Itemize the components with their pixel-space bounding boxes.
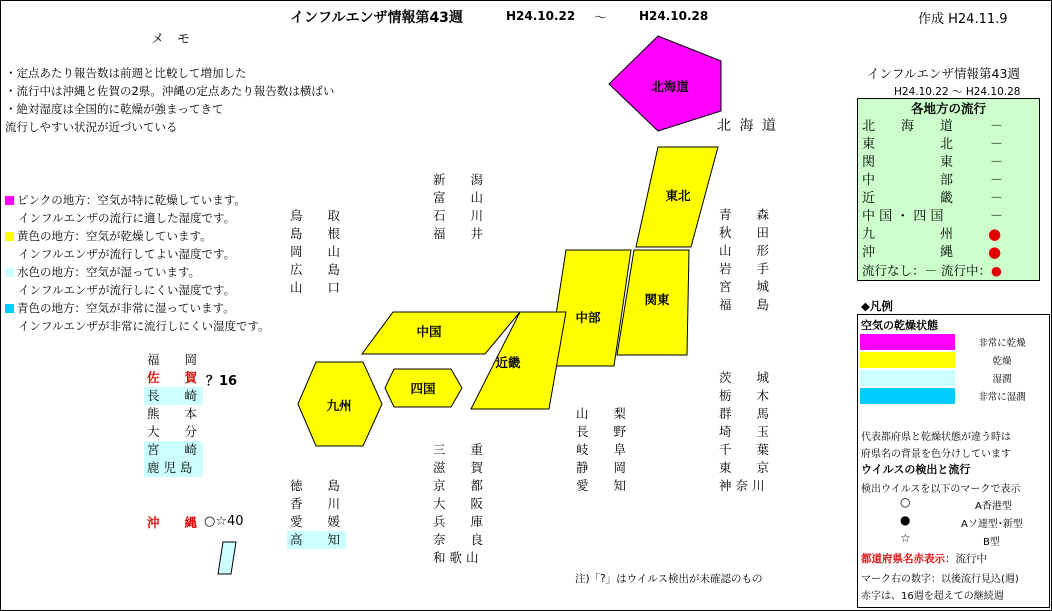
legend-label-humid: 湿潤 bbox=[992, 374, 1012, 385]
region-okinawa bbox=[218, 542, 236, 574]
pref-nara: 奈 良 bbox=[433, 532, 484, 547]
label-hokkaido: 北海道 bbox=[651, 79, 689, 94]
pref-ibaraki: 茨 城 bbox=[719, 370, 770, 385]
status-mark-chugoku-shikoku: － bbox=[990, 209, 1004, 224]
legend-swatch-dry bbox=[860, 352, 955, 368]
pref-ishikawa: 石 川 bbox=[433, 208, 484, 223]
date-start: H24.10.22 bbox=[506, 9, 576, 23]
pref-kagawa: 香 川 bbox=[290, 496, 341, 511]
pref-niigata: 新 潟 bbox=[433, 172, 484, 187]
label-tohoku: 東北 bbox=[665, 188, 691, 203]
legend-note-2: 府県名の背景を色分けしています bbox=[861, 449, 1011, 460]
pref-saitama: 埼 玉 bbox=[719, 424, 770, 439]
pref-shimane: 島 根 bbox=[290, 226, 341, 241]
memo-line-4: 流行しやすい状況が近づいている bbox=[5, 120, 178, 134]
virus-desc: 検出ウイルスを以下のマークで表示 bbox=[861, 484, 1021, 495]
pref-saga: 佐 賀 bbox=[147, 370, 198, 385]
okinawa-marker bbox=[204, 514, 244, 529]
label-shikoku: 四国 bbox=[410, 381, 436, 396]
pref-okinawa: 沖 縄 bbox=[147, 515, 198, 530]
status-footer-active: 流行中： bbox=[941, 263, 992, 278]
status-mark-hokkaido: － bbox=[990, 119, 1004, 134]
pref-wakayama: 和 歌 山 bbox=[433, 550, 479, 565]
status-footer bbox=[862, 262, 1002, 279]
pref-fukuoka: 福 岡 bbox=[147, 352, 198, 367]
legend-box bbox=[857, 314, 1050, 608]
red-display-note bbox=[861, 551, 987, 566]
okinawa-marker-text: ○☆40 bbox=[204, 514, 244, 529]
virus-mark-b: ☆ bbox=[900, 531, 911, 545]
virus-label-a-hongkong: A香港型 bbox=[975, 501, 1012, 512]
legend-swatch-very-humid bbox=[860, 388, 955, 404]
label-chubu: 中部 bbox=[575, 310, 601, 325]
legend-row-humid bbox=[858, 369, 1048, 386]
status-footer-none: 流行なし：－ bbox=[862, 263, 938, 278]
pref-akita: 秋 田 bbox=[719, 225, 770, 240]
report-title: インフルエンザ情報第43週 bbox=[290, 10, 463, 26]
label-kanto: 関東 bbox=[644, 292, 670, 307]
pref-miyagi: 宮 城 bbox=[719, 279, 770, 294]
virus-label-b: B型 bbox=[983, 537, 1000, 548]
note-pink-line1: ピンクの地方：空気が特に乾燥しています。 bbox=[17, 193, 246, 207]
memo-heading: メ モ bbox=[151, 32, 191, 47]
note-yellow-line2: インフルエンザが流行してよい湿度です。 bbox=[18, 247, 236, 261]
status-mark-kinki: － bbox=[990, 191, 1004, 206]
status-name-okinawa: 沖 縄 bbox=[862, 245, 954, 260]
pref-yamanashi: 山 梨 bbox=[576, 406, 627, 421]
saga-marker: ？16 bbox=[206, 374, 238, 389]
legend-label-dry: 乾燥 bbox=[992, 356, 1012, 367]
memo-line-3: ・絶対湿度は全国的に乾燥が強まってきて bbox=[5, 102, 224, 116]
pref-kanagawa: 神 奈 川 bbox=[719, 478, 765, 493]
pref-ehime: 愛 媛 bbox=[290, 514, 341, 529]
label-kyushu: 九州 bbox=[326, 398, 352, 413]
pref-oita: 大 分 bbox=[147, 424, 198, 439]
status-name-tohoku: 東 北 bbox=[862, 137, 954, 152]
panel-dates: H24.10.22 ～ H24.10.28 bbox=[894, 86, 1021, 98]
status-mark-kyushu: ● bbox=[988, 225, 1002, 243]
pref-tottori: 鳥 取 bbox=[290, 208, 341, 223]
memo-line-1: ・定点あたり報告数は前週と比較して増加した bbox=[5, 66, 247, 80]
legend-label-very-dry: 非常に乾燥 bbox=[978, 338, 1026, 349]
status-name-kyushu: 九 州 bbox=[862, 227, 954, 242]
memo-line-2: ・流行中は沖縄と佐賀の2県。沖縄の定点あたり報告数は横ばい bbox=[5, 84, 335, 98]
legend-swatch-very-dry bbox=[860, 334, 955, 350]
note-lightblue-line2: インフルエンザが流行しにくい湿度です。 bbox=[18, 283, 236, 297]
virus-label-a-soviet: Aソ連型･新型 bbox=[961, 519, 1023, 530]
label-kinki: 近畿 bbox=[495, 355, 521, 370]
pref-shizuoka: 静 岡 bbox=[576, 460, 627, 475]
pref-shiga: 滋 賀 bbox=[433, 460, 484, 475]
pref-aichi: 愛 知 bbox=[576, 478, 627, 493]
pref-nagasaki: 長 崎 bbox=[144, 387, 203, 405]
number-note: マーク右の数字：以後流行見込(週) bbox=[861, 574, 1019, 585]
status-name-kanto: 関 東 bbox=[862, 155, 954, 170]
pref-aomori: 青 森 bbox=[719, 207, 770, 222]
pref-okayama: 岡 山 bbox=[290, 244, 341, 259]
red-dot-icon: ● bbox=[991, 263, 1002, 278]
pref-hyogo: 兵 庫 bbox=[433, 514, 484, 529]
pref-fukushima: 福 島 bbox=[719, 297, 770, 312]
pref-gunma: 群 馬 bbox=[719, 406, 770, 421]
legend-label-very-humid: 非常に湿潤 bbox=[978, 392, 1026, 403]
pref-tokushima: 徳 島 bbox=[290, 478, 341, 493]
pref-yamaguchi: 山 口 bbox=[290, 280, 341, 295]
pref-miyazaki: 宮 崎 bbox=[144, 441, 203, 459]
status-name-chubu: 中 部 bbox=[862, 173, 954, 188]
pref-yamagata: 山 形 bbox=[719, 243, 770, 258]
virus-mark-a-hongkong: ○ bbox=[900, 495, 911, 509]
created-date: 作成 H24.11.9 bbox=[918, 12, 1008, 27]
status-mark-chubu: － bbox=[990, 173, 1004, 188]
pref-osaka: 大 阪 bbox=[433, 496, 484, 511]
note-lightblue-line1: 水色の地方：空気が湿っています。 bbox=[17, 265, 201, 279]
legend-heading: ◆凡例 bbox=[861, 299, 893, 313]
pref-mie: 三 重 bbox=[433, 442, 484, 457]
note-blue-line2: インフルエンザが非常に流行しにくい湿度です。 bbox=[18, 319, 270, 333]
pref-kumamoto: 熊 本 bbox=[147, 406, 198, 421]
panel-title: インフルエンザ情報第43週 bbox=[867, 66, 1020, 81]
legend-row-very-dry bbox=[858, 333, 1048, 350]
status-name-chugoku-shikoku: 中 国 ・ 四 国 bbox=[862, 209, 944, 224]
pref-kochi: 高 知 bbox=[287, 531, 346, 549]
pref-nagano: 長 野 bbox=[576, 424, 627, 439]
status-heading: 各地方の流行 bbox=[910, 101, 986, 116]
red-number-note: 赤字は、16週を超えての継続週 bbox=[861, 591, 1004, 602]
status-mark-kanto: － bbox=[990, 155, 1004, 170]
label-chugoku: 中国 bbox=[416, 324, 442, 339]
red-display-desc: ：流行中 bbox=[945, 553, 987, 565]
virus-mark-a-soviet: ● bbox=[900, 513, 911, 527]
status-table bbox=[857, 98, 1040, 281]
pref-tokyo: 東 京 bbox=[719, 460, 770, 475]
virus-heading: ウイルスの検出と流行 bbox=[861, 463, 971, 476]
pref-kyoto: 京 都 bbox=[433, 478, 484, 493]
legend-row-very-humid bbox=[858, 387, 1048, 404]
legend-note-1: 代表都府県と乾燥状態が違う時は bbox=[861, 432, 1011, 443]
pref-iwate: 岩 手 bbox=[719, 261, 770, 276]
pref-hiroshima: 広 島 bbox=[290, 262, 341, 277]
note-blue-line1: 青色の地方：空気が非常に湿っています。 bbox=[17, 301, 235, 315]
pref-gifu: 岐 阜 bbox=[576, 442, 627, 457]
pref-fukui: 福 井 bbox=[433, 226, 484, 241]
date-end: H24.10.28 bbox=[639, 9, 709, 23]
status-name-kinki: 近 畿 bbox=[862, 191, 954, 206]
status-mark-okinawa: ● bbox=[988, 243, 1002, 261]
status-name-hokkaido: 北 海 道 bbox=[862, 119, 954, 134]
status-mark-tohoku: － bbox=[990, 137, 1004, 152]
note-pink-line2: インフルエンザの流行に適した湿度です。 bbox=[18, 211, 236, 225]
pref-chiba: 千 葉 bbox=[719, 442, 770, 457]
red-display-label: 都道府県名赤表示 bbox=[861, 553, 945, 565]
pref-hokkaido: 北 海 道 bbox=[717, 118, 778, 134]
footnote: 注)「?」はウイルス検出が未確認のもの bbox=[575, 573, 763, 585]
pref-kagoshima: 鹿 児 島 bbox=[144, 459, 203, 477]
note-yellow-line1: 黄色の地方：空気が乾燥しています。 bbox=[17, 229, 212, 243]
pref-tochigi: 栃 木 bbox=[719, 388, 770, 403]
date-separator: ～ bbox=[594, 11, 608, 26]
legend-swatch-humid bbox=[860, 370, 955, 386]
pref-toyama: 富 山 bbox=[433, 190, 484, 205]
legend-subheading: 空気の乾燥状態 bbox=[861, 319, 938, 332]
legend-row-dry bbox=[858, 351, 1048, 368]
